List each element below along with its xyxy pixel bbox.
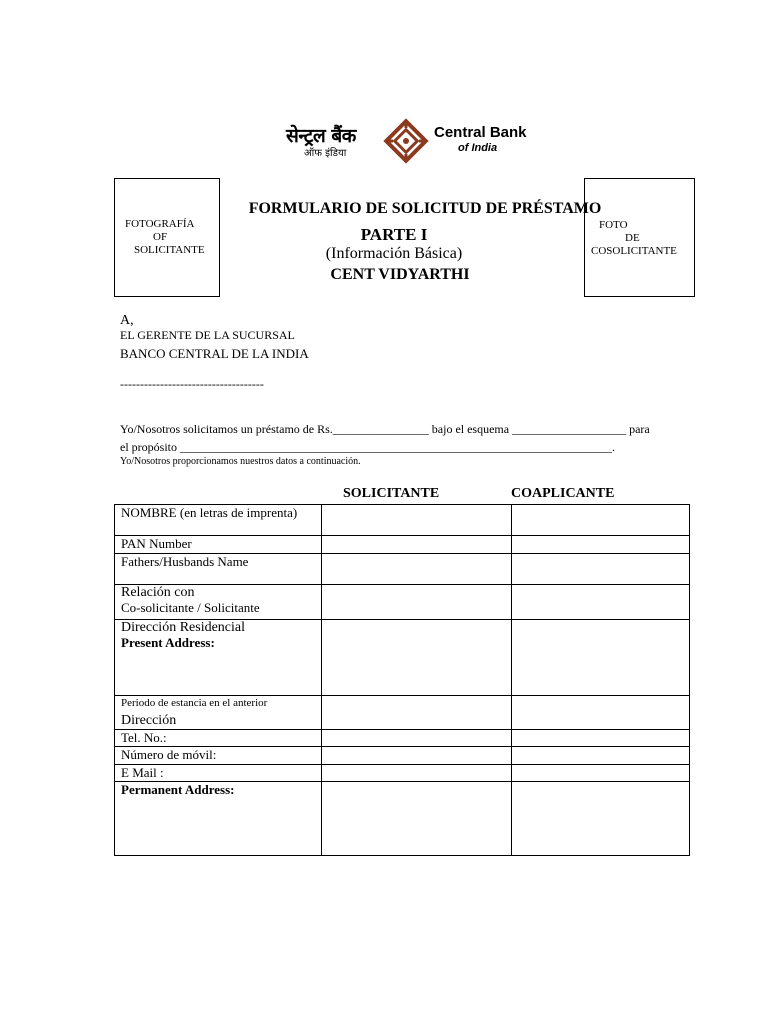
table-row [115,585,690,620]
photo-label-line: SOLICITANTE [134,244,205,256]
address-branch-blank: ------------------------------------ [120,377,264,391]
photo-label-line: DE [625,232,640,244]
coapplicant-fathers-name-field[interactable] [512,554,690,585]
relation-label-line2: Co-solicitante / Solicitante [121,600,260,615]
coapplicant-stay-period-field[interactable] [512,696,690,730]
purpose-line: el propósito ________________________________________________________________________. [120,440,615,454]
coapplicant-permanent-address-field[interactable] [512,782,690,856]
email-label: E Mail : [115,765,322,782]
permanent-address-label: Permanent Address: [115,782,322,856]
logo-english-name: Central Bank [434,124,527,141]
coapplicant-tel-field[interactable] [512,730,690,747]
details-note: Yo/Nosotros proporcionamos nuestros datos a continuación. [120,456,361,467]
table-row [115,620,690,696]
photo-label-line: COSOLICITANTE [591,245,677,257]
applicant-tel-field[interactable] [322,730,512,747]
scheme-name: CENT VIDYARTHI [330,266,470,283]
form-subtitle: (Información Básica) [325,245,463,262]
stay-period-label [115,696,322,730]
bank-logo-icon [383,118,429,164]
address-to: A, [120,313,134,328]
table-row [115,554,690,585]
loan-request-line: Yo/Nosotros solicitamos un préstamo de Rs.________________ bajo el esquema ___________________ para [120,422,650,436]
table-row [115,747,690,765]
coapplicant-relation-field[interactable] [512,585,690,620]
applicant-relation-field[interactable] [322,585,512,620]
coapplicant-email-field[interactable] [512,765,690,782]
applicant-fathers-name-field[interactable] [322,554,512,585]
photo-label-line: FOTOGRAFÍA [125,218,195,230]
residence-label [115,620,322,696]
logo-english-subtitle: of India [458,142,498,154]
stay-period-line2: Dirección [121,713,177,728]
applicant-present-address-field[interactable] [322,620,512,696]
address-manager: EL GERENTE DE LA SUCURSAL [120,328,295,342]
applicant-pan-field[interactable] [322,536,512,554]
mobile-label: Número de móvil: [115,747,322,765]
applicant-details-table [114,504,690,856]
form-part: PARTE I [360,225,428,244]
tel-label: Tel. No.: [115,730,322,747]
name-label: NOMBRE (en letras de imprenta) [115,505,322,536]
residence-label-line1: Dirección Residencial [121,620,246,635]
fathers-name-label: Fathers/Husbands Name [115,554,322,585]
table-row [115,782,690,856]
form-title: FORMULARIO DE SOLICITUD DE PRÉSTAMO [248,200,602,217]
coapplicant-pan-field[interactable] [512,536,690,554]
present-address-label: Present Address: [121,635,215,650]
coapplicant-mobile-field[interactable] [512,747,690,765]
logo-hindi-subtitle: ऑफ इंडिया [304,148,347,159]
relation-label [115,585,322,620]
applicant-column-header: SOLICITANTE [343,486,440,501]
relation-label-line1: Relación con [121,585,195,600]
applicant-stay-period-field[interactable] [322,696,512,730]
applicant-mobile-field[interactable] [322,747,512,765]
table-row [115,730,690,747]
applicant-name-field[interactable] [322,505,512,536]
address-bank: BANCO CENTRAL DE LA INDIA [120,346,309,361]
coapplicant-column-header: COAPLICANTE [511,486,615,501]
photo-label-line: OF [153,231,168,243]
applicant-permanent-address-field[interactable] [322,782,512,856]
applicant-email-field[interactable] [322,765,512,782]
table-row [115,696,690,730]
table-row [115,536,690,554]
coapplicant-name-field[interactable] [512,505,690,536]
coapplicant-present-address-field[interactable] [512,620,690,696]
pan-label: PAN Number [115,536,322,554]
stay-period-line1: Periodo de estancia en el anterior [121,697,268,709]
table-row [115,505,690,536]
photo-label-line: FOTO [599,219,628,231]
table-row [115,765,690,782]
logo-hindi-name: सेन्ट्रल बैंक [286,125,356,147]
